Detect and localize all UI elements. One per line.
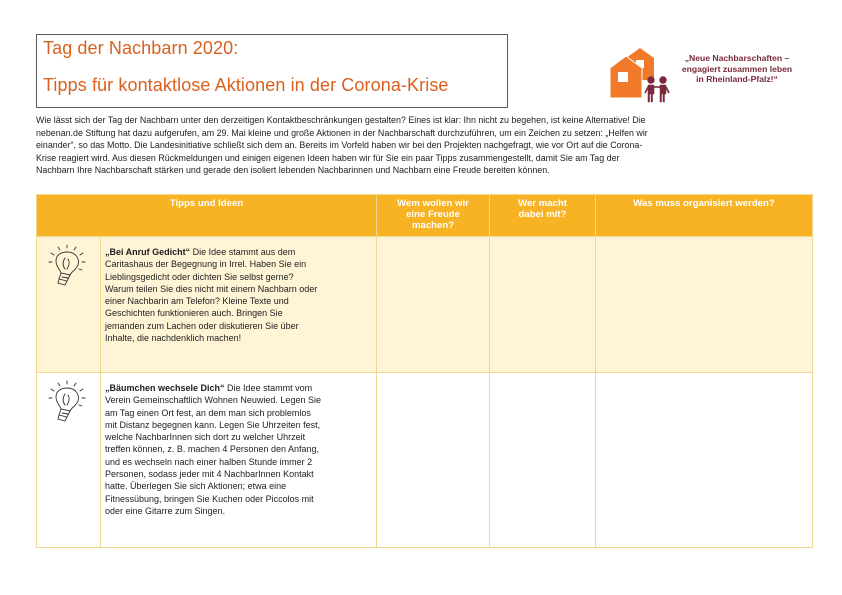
lightbulb-sketch-icon	[45, 379, 91, 425]
tip-title: „Bäumchen wechsele Dich“	[105, 383, 225, 393]
tip-line: und es wechseln nach einer halben Stunde immer 2	[105, 456, 313, 467]
tip-line: einer Nachbarin am Telefon? Kleine Texte und	[105, 296, 289, 307]
page-title: Tag der Nachbarn 2020:	[43, 38, 239, 58]
header-organize: Was muss organisiert werden?	[596, 195, 813, 237]
tip-first-line: „Bei Anruf Gedicht“ Die Idee stammt aus dem	[105, 247, 296, 257]
tip-line: oder eine Gitarre zum Singen.	[105, 505, 226, 516]
participants-cell[interactable]	[490, 373, 596, 548]
tip-icon-cell	[37, 373, 101, 548]
logo-slogan	[667, 53, 807, 85]
logo-line: „Neue Nachbarschaften –	[684, 53, 790, 63]
tip-line: Fitnessübung, bringen Sie Kuchen oder Piccolos mit	[105, 493, 314, 504]
tip-line: treffen können, z. B. machen 4 Personen den Anfang,	[105, 444, 319, 455]
tip-line: Caritashaus der Begegnung in Irrel. Haben Sie ein	[105, 259, 307, 270]
table-row	[37, 373, 813, 548]
houses-people-icon	[606, 44, 670, 104]
organize-cell[interactable]	[596, 237, 813, 373]
tip-first-line: „Bäumchen wechsele Dich“ Die Idee stammt vom	[105, 383, 313, 393]
logo-line: engagiert zusammen leben	[681, 63, 793, 74]
header-participants: Wer macht dabei mit?	[490, 195, 596, 237]
table-row	[37, 237, 813, 373]
header-who: Wem wollen wir eine Freude machen?	[377, 195, 490, 237]
tip-line: am Tag einen Ort fest, an dem man sich problemlos	[105, 407, 311, 418]
tip-line: Warum teilen Sie dies nicht mit einem Nachbarn oder	[105, 283, 318, 294]
tip-line: Inhalte, die nachdenklich machen!	[105, 333, 242, 344]
tip-icon-cell	[37, 237, 101, 373]
lightbulb-sketch-icon	[45, 243, 91, 289]
table-header-row	[37, 195, 813, 237]
tip-line: Personen, sodass jeder mit 4 NachbarInnen Kontakt	[105, 469, 314, 480]
tip-line: Lieblingsgedicht oder dichten Sie selbst gerne?	[105, 271, 294, 282]
participants-cell[interactable]	[490, 237, 596, 373]
intro-line: nebenan.de Stiftung hat dazu aufgerufen, am 29. Mai kleine und große Aktionen in der Nachbarschaft durchzuführen, um ein Zeichen zu setzen: „Helfen wir	[36, 127, 648, 138]
who-cell[interactable]	[377, 373, 490, 548]
initiative-logo	[606, 44, 806, 104]
page-subtitle: Tipps für kontaktlose Aktionen in der Corona-Krise	[43, 75, 449, 95]
tip-description	[101, 237, 377, 373]
header-tips: Tipps und Ideen	[37, 195, 377, 237]
intro-line: Wie lässt sich der Tag der Nachbarn unter den derzeitigen Kontaktbeschränkungen gestalten? Eines ist klar: Ihn nicht zu begehen, ist keine Alternative! Die	[36, 115, 646, 125]
tip-line: welche NachbarInnen sich dort zu welcher Uhrzeit	[105, 432, 306, 443]
tip-line: Geschichten funktionieren auch. Bringen Sie	[105, 308, 283, 319]
intro-line: Nachbarn Ihre Nachbarschaft stärken und gerade den isoliert lebenden Nachbarinnen und Nachbarn eine Freude bereiten können.	[36, 165, 550, 175]
tip-title: „Bei Anruf Gedicht“	[105, 247, 191, 257]
tip-line: jemanden zum Lachen oder diskutieren Sie über	[105, 320, 299, 331]
intro-line: Krise reagiert wird. Aus diesen Rückmeldungen und einigen eigenen Ideen haben wir für Sie ein paar Tipps zusammengestellt, damit Sie am Tag der	[36, 152, 620, 163]
title-box	[36, 34, 508, 108]
tips-table	[36, 194, 813, 548]
tip-line: hatte. Überlegen Sie sich Aktionen; etwa eine	[105, 481, 287, 492]
intro-line: einander“, so das Motto. Die Landesinitiative schließt sich dem an. Bereits im Vorfeld haben wir bei den Projekten nachgefragt, wie vor Ort auf die Corona-	[36, 140, 643, 150]
who-cell[interactable]	[377, 237, 490, 373]
tip-line: mit Distanz begegnen kann. Legen Sie Uhrzeiten fest,	[105, 419, 321, 430]
tip-description	[101, 373, 377, 548]
intro-paragraph	[36, 114, 814, 177]
organize-cell[interactable]	[596, 373, 813, 548]
logo-line: in Rheinland-Pfalz!“	[696, 74, 778, 85]
tip-line: Verein Gemeinschaftlich Wohnen Neuwied. Legen Sie	[105, 395, 321, 406]
